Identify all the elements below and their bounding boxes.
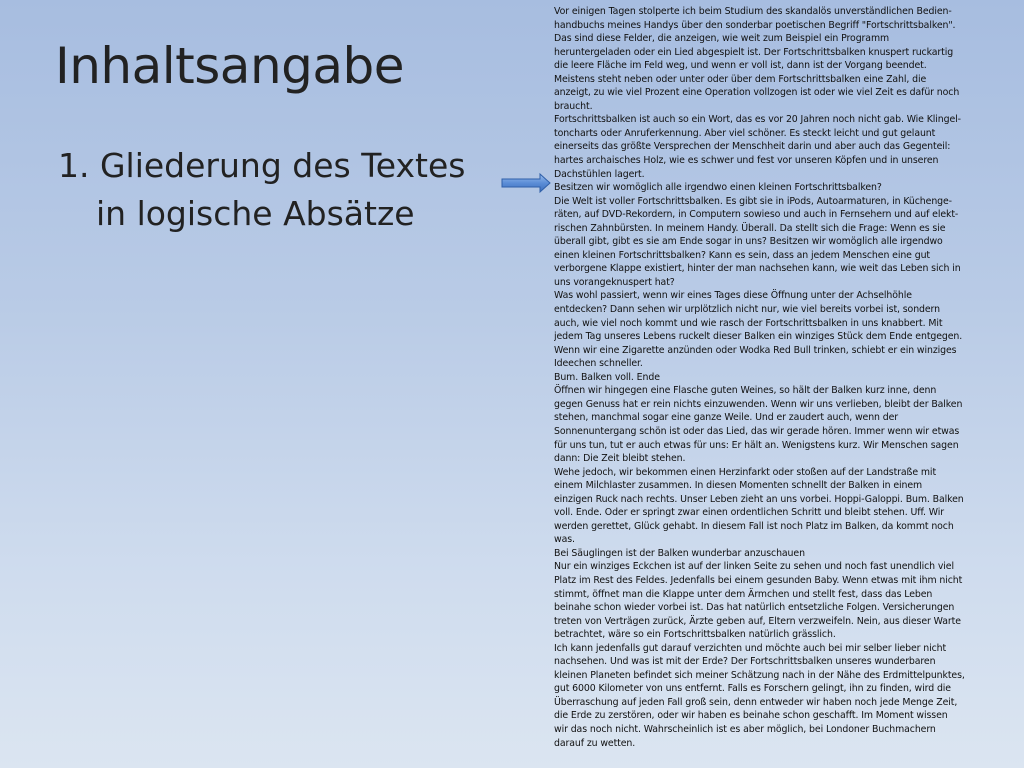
subtitle-line-2: in logische Absätze bbox=[96, 194, 415, 233]
paragraph: Nur ein winziges Eckchen ist auf der linken Seite zu sehen und noch fast unendlich viel Platz im Rest des Feldes. Jedenfalls bei einem gesunden Baby. Wenn etwas mit ihm nicht stimmt, öffnet man die Klappe unter dem Ärmchen und stellt fest, dass das Leben beinahe schon wieder vorbei ist. Das hat natürlich entsetzliche Folgen. Versicherungen treten von Verträgen zurück, Ärzte geben auf, Eltern verzweifeln. Nein, aus dieser Warte betrachtet, wäre so ein Fortschrittsbalken natürlich grässlich. bbox=[554, 561, 963, 641]
paragraph: Wehe jedoch, wir bekommen einen Herzinfarkt oder stoßen auf der Landstraße mit einem Milchlaster zusammen. In diesen Momenten schnellt der Balken in einem einzigen Ruck nach rechts. Unser Leben zieht an uns vorbei. Hoppi-Galoppi. Bum. Balken voll. Ende. Oder er springt zwar einen ordentlichen Schritt und bleibt stehen. Uff. Wir werden gerettet, Glück gehabt. In diesem Fall ist noch Platz im Balken, da kommt noch was. bbox=[554, 466, 964, 546]
paragraph-heading: Besitzen wir womöglich alle irgendwo einen kleinen Fortschrittsbalken? bbox=[554, 182, 882, 194]
slide-title: Inhaltsangabe bbox=[55, 37, 405, 95]
paragraph: Fortschrittsbalken ist auch so ein Wort, das es vor 20 Jahren noch nicht gab. Wie Klingel- toncharts oder Anruferkennung. Aber viel schöner. Es steckt leicht und gut gelaunt einerseits das größte Versprechen der Menschheit darin und aber auch das Gegenteil: hartes archaisches Holz, wie es schwer und fest vor unseren Köpfen und in unseren Dachstühlen lagert. bbox=[554, 114, 961, 180]
paragraph: Öffnen wir hingegen eine Flasche guten Weines, so hält der Balken kurz inne, denn gegen Genuss hat er rein nichts einzuwenden. Wenn wir uns verlieben, bleibt der Balken stehen, manchmal sogar eine ganze Weile. Und er zaudert auch, wenn der Sonnenuntergang schön ist oder das Lied, das wir gerade hören. Immer wenn wir etwas für uns tun, tut er auch etwas für uns: Er hält an. Wenigstens kurz. Wir Menschen sagen dann: Die Zeit bleibt stehen. bbox=[554, 385, 963, 465]
paragraph: Ich kann jedenfalls gut darauf verzichten und möchte auch bei mir selber lieber nicht nachsehen. Und was ist mit der Erde? Der Fortschrittsbalken unseres wunderbaren kleinen Planeten befindet sich meiner Schätzung nach in der Nähe des Erdmittelpunktes, gut 6000 Kilometer von uns entfernt. Falls es Forschern gelingt, ihn zu finden, wird die Überraschung auf jeden Fall groß sein, denn entweder wir haben noch jede Menge Zeit, die Erde zu zerstören, oder wir haben es beinahe schon geschafft. Im Moment wissen wir das noch nicht. Wahrscheinlich ist es aber möglich, bei Londoner Buchmachern darauf zu wetten. bbox=[554, 642, 965, 749]
subtitle-line-1: 1. Gliederung des Textes bbox=[58, 146, 466, 185]
article-text bbox=[554, 5, 969, 767]
paragraph: Was wohl passiert, wenn wir eines Tages diese Öffnung unter der Achselhöhle entdecken? Dann sehen wir urplötzlich nicht nur, wie viel bereits vorbei ist, sondern auch, wie viel noch kommt und wie rasch der Fortschrittsbalken in uns knabbert. Mit jedem Tag unseres Lebens ruckelt dieser Balken ein winziges Stück dem Ende entgegen. Wenn wir eine Zigarette anzünden oder Wodka Red Bull trinken, schiebt er ein winziges Ideechen schneller. bbox=[554, 290, 963, 370]
paragraph: Die Welt ist voller Fortschrittsbalken. Es gibt sie in iPods, Autoarmaturen, in Küchenge- räten, auf DVD-Rekordern, in Computern sowieso und auch in Fernsehern und auf elekt- rischen Zahnbürsten. In meinem Handy. Überall. Da stellt sich die Frage: Wenn es sie überall gibt, gibt es sie am Ende sogar in uns? Besitzen wir womöglich alle irgendwo einen kleinen Fortschrittsbalken? Kann es sein, dass an jedem Menschen eine gut verborgene Klappe existiert, hinter der man nachsehen kann, wie weit das Leben sich in uns vorangeknuspert hat? bbox=[554, 195, 961, 288]
right-arrow-icon bbox=[500, 172, 552, 194]
paragraph: Vor einigen Tagen stolperte ich beim Studium des skandalös unverständlichen Bedien- handbuchs meines Handys über den sonderbar poetischen Begriff "Fortschrittsbalken". Das sind diese Felder, die anzeigen, wie weit zum Beispiel ein Programm heruntergeladen oder ein Lied abgespielt ist. Der Fortschrittsbalken knuspert ruckartig die leere Fläche im Feld weg, und wenn er voll ist, dann ist der Vorgang beendet. Meistens steht neben oder unter oder über dem Fortschrittsbalken eine Zahl, die anzeigt, zu wie viel Prozent eine Operation vollzogen ist oder wie viel Zeit es dafür noch braucht. bbox=[554, 6, 960, 112]
slide-subtitle bbox=[58, 142, 478, 238]
paragraph: Bum. Balken voll. Ende bbox=[554, 371, 660, 383]
paragraph-heading: Bei Säuglingen ist der Balken wunderbar anzuschauen bbox=[554, 547, 805, 559]
